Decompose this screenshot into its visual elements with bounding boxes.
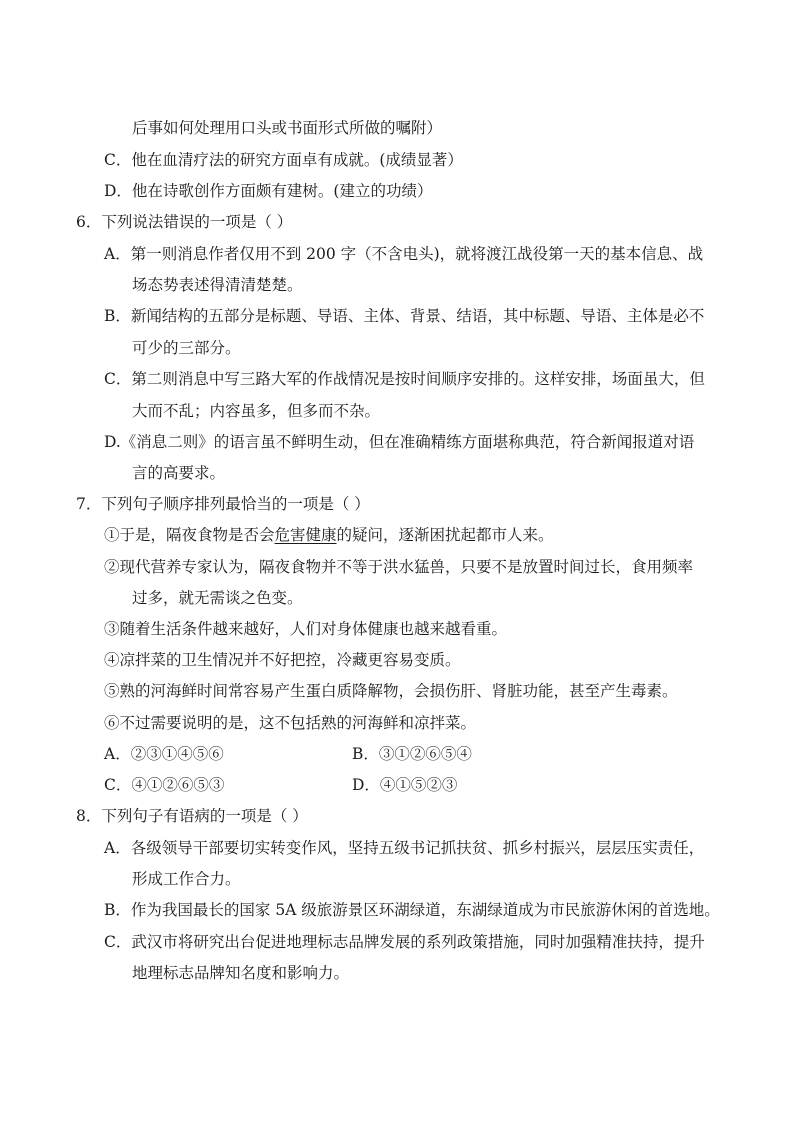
- question-7: 7．下列句子顺序排列最恰当的一项是（ ）: [76, 495, 370, 513]
- option-a: A．②③①④⑤⑥: [104, 745, 224, 763]
- sentence-4: ④凉拌菜的卫生情况并不好把控，冷藏更容易变质。: [104, 651, 461, 669]
- option-c-cont: 大而不乱；内容虽多，但多而不杂。: [132, 402, 381, 420]
- question-8: 8．下列句子有语病的一项是（ ）: [76, 807, 308, 825]
- option-d-cont: 言的高要求。: [132, 464, 226, 482]
- option-c-cont: 地理标志品牌知名度和影响力。: [132, 964, 350, 982]
- sentence-2: ②现代营养专家认为，隔夜食物并不等于洪水猛兽，只要不是放置时间过长，食用频率: [104, 558, 694, 576]
- underlined-phrase: 危害健康: [274, 526, 337, 544]
- option-c: C．他在血清疗法的研究方面卓有成就。(成绩显著）: [104, 151, 463, 169]
- question-6: 6．下列说法错误的一项是（ ）: [76, 213, 293, 231]
- option-d: D.《消息二则》的语言虽不鲜明生动，但在准确精练方面堪称典范，符合新闻报道对语: [104, 433, 695, 451]
- sentence-5: ⑤熟的河海鲜时间常容易产生蛋白质降解物，会损伤肝、肾脏功能，甚至产生毒素。: [104, 682, 678, 700]
- option-a-cont: 形成工作合力。: [132, 870, 241, 888]
- sentence-1: [104, 525, 554, 545]
- option-c: C．武汉市将研究出台促进地理标志品牌发展的系列政策措施，同时加强精准扶持，提升: [104, 933, 705, 951]
- option-d: D．④①⑤②③: [352, 776, 458, 794]
- sentence-6: ⑥不过需要说明的是，这不包括熟的河海鲜和凉拌菜。: [104, 714, 477, 732]
- option-b-cont: 可少的三部分。: [132, 339, 241, 357]
- sentence-1-part-a: ①于是，隔夜食物是否会: [104, 526, 275, 544]
- sentence-1-part-c: 的疑问，逐渐困扰起都市人来。: [336, 526, 554, 544]
- option-b: B．③①②⑥⑤④: [352, 745, 472, 763]
- option-a: A．第一则消息作者仅用不到 200 字（不含电头)，就将渡江战役第一天的基本信息、战: [104, 245, 704, 263]
- option-d: D．他在诗歌创作方面颇有建树。(建立的功绩）: [104, 182, 433, 200]
- option-a: A．各级领导干部要切实转变作风，坚持五级书记抓扶贫、抓乡村振兴，层层压实责任，: [104, 839, 705, 857]
- option-c: C．第二则消息中写三路大军的作战情况是按时间顺序安排的。这样安排，场面虽大，但: [104, 370, 705, 388]
- option-b: B．作为我国最长的国家 5A 级旅游景区环湖绿道，东湖绿道成为市民旅游休闲的首选地。: [104, 901, 720, 919]
- sentence-3: ③随着生活条件越来越好，人们对身体健康也越来越看重。: [104, 620, 508, 638]
- option-a-cont: 场态势表述得清清楚楚。: [132, 276, 303, 294]
- option-b: B．新闻结构的五部分是标题、导语、主体、背景、结语，其中标题、导语、主体是必不: [104, 307, 705, 325]
- sentence-2-cont: 过多，就无需谈之色变。: [132, 589, 303, 607]
- option-c: C．④①②⑥⑤③: [104, 776, 225, 794]
- text-line: 后事如何处理用口头或书面形式所做的嘱附）: [132, 119, 443, 137]
